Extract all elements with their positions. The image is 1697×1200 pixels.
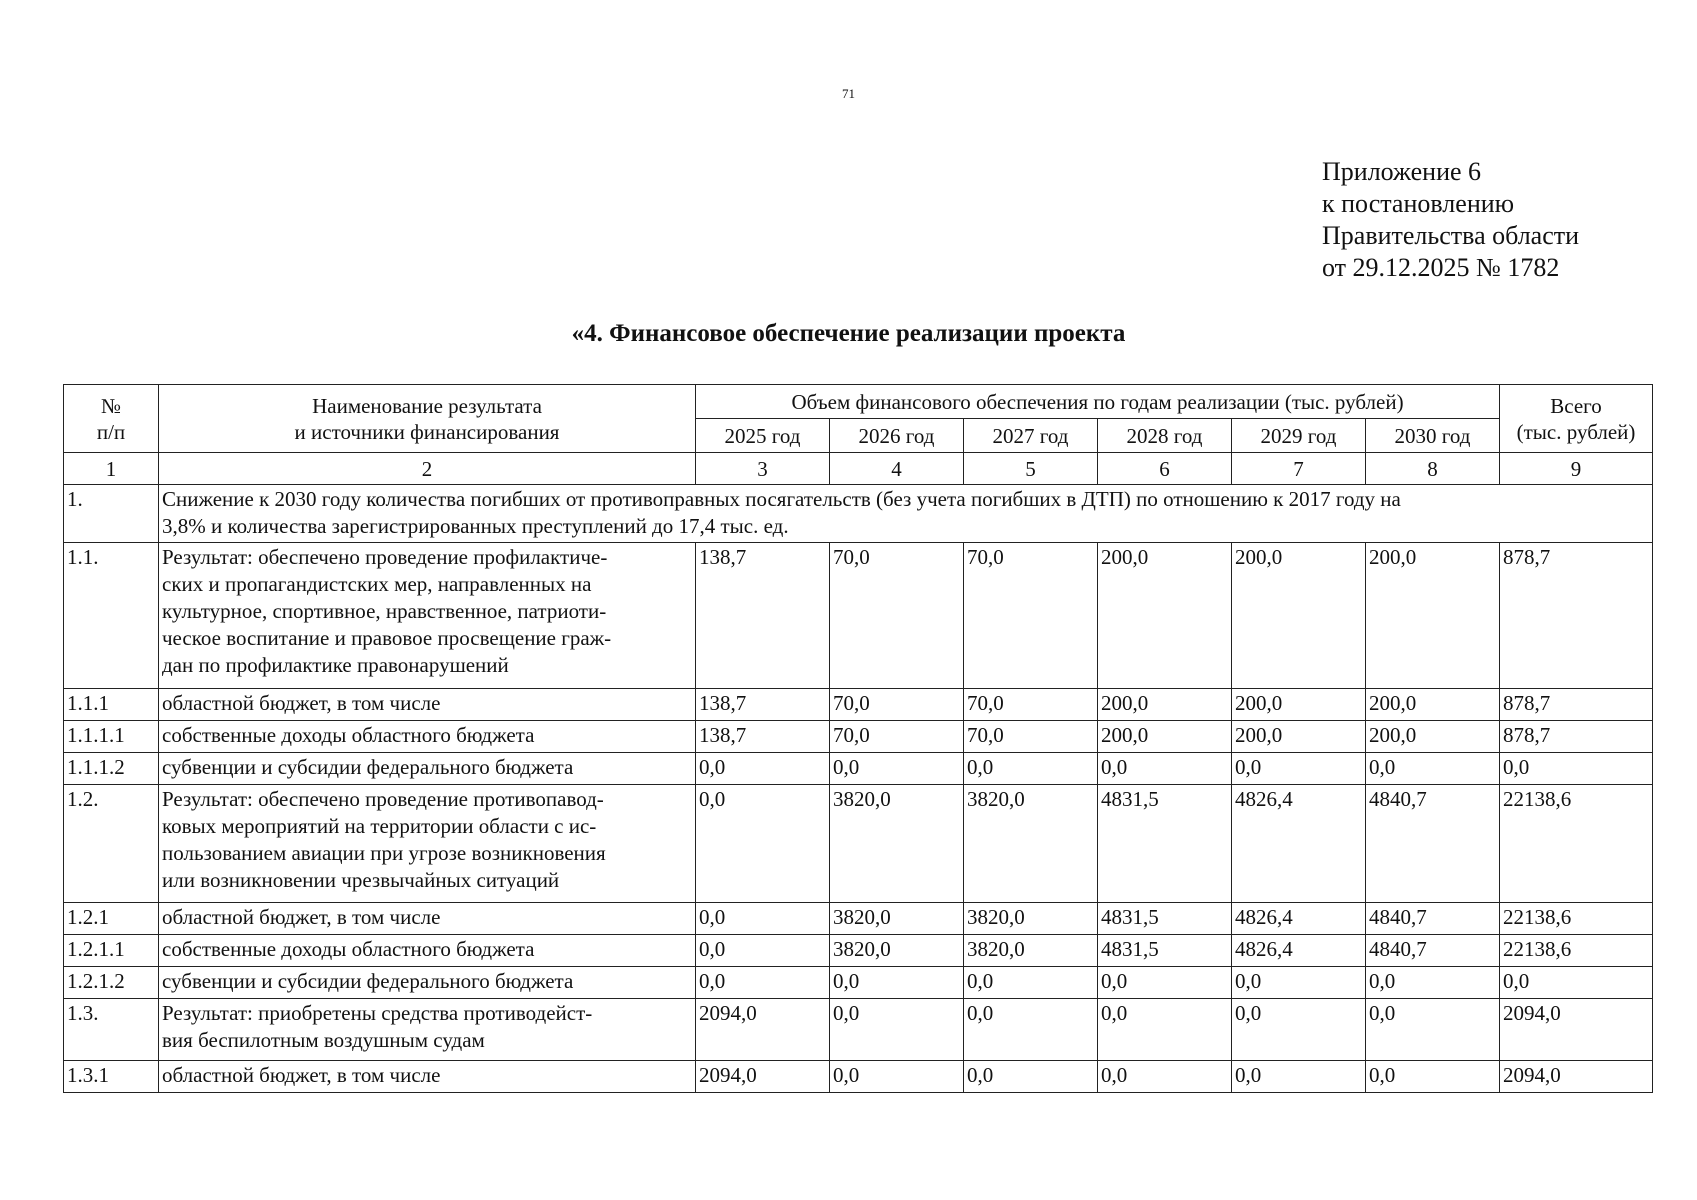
row-value: 3820,0 [830,785,964,903]
row-num: 1.3.1 [64,1061,159,1093]
row-value: 138,7 [696,543,830,689]
appendix-line: от 29.12.2025 № 1782 [1322,253,1560,282]
row-value: 0,0 [964,967,1098,999]
row-value: 70,0 [830,689,964,721]
row-value: 0,0 [696,785,830,903]
row-value: 0,0 [1098,753,1232,785]
row-value: 4840,7 [1366,903,1500,935]
row-name-line: субвенции и субсидии федерального бюджета [162,755,574,779]
header-year: 2029 год [1232,419,1366,453]
row-value: 0,0 [696,903,830,935]
row-num: 1.2.1.1 [64,935,159,967]
row-name-line: Результат: обеспечено проведение профилактиче- [162,545,608,569]
column-index: 7 [1232,453,1366,485]
row-name-line: культурное, спортивное, нравственное, патриоти- [162,599,607,623]
row-name-line: ческое воспитание и правовое просвещение граж- [162,626,612,650]
row-name [159,1061,696,1093]
row-value: 0,0 [1232,1061,1366,1093]
row-value: 200,0 [1232,689,1366,721]
row-total: 2094,0 [1500,1061,1653,1093]
row-name-line: собственные доходы областного бюджета [162,723,535,747]
row-value: 0,0 [964,999,1098,1061]
header-num [64,385,159,453]
row-value: 3820,0 [964,903,1098,935]
row-value: 4826,4 [1232,903,1366,935]
page-number: 71 [842,86,855,101]
row-value: 70,0 [964,543,1098,689]
row-value: 0,0 [1232,753,1366,785]
row-value: 200,0 [1232,543,1366,689]
row-value: 0,0 [830,753,964,785]
row-num: 1.1. [64,543,159,689]
header-name-line: и источники финансирования [294,420,560,444]
row-value: 0,0 [830,1061,964,1093]
header-year: 2027 год [964,419,1098,453]
row-value: 0,0 [696,967,830,999]
table-row [64,721,1653,753]
row-value: 4831,5 [1098,935,1232,967]
column-index: 9 [1500,453,1653,485]
row-num: 1.1.1.2 [64,753,159,785]
column-index: 8 [1366,453,1500,485]
row-name [159,903,696,935]
row-total: 878,7 [1500,689,1653,721]
header-total-line: (тыс. рублей) [1516,420,1636,444]
header-year: 2026 год [830,419,964,453]
header-year: 2030 год [1366,419,1500,453]
row-total: 878,7 [1500,721,1653,753]
column-index: 1 [64,453,159,485]
row-name-line: областной бюджет, в том числе [162,905,441,929]
appendix-line: Приложение 6 [1322,157,1482,186]
row-value: 0,0 [1366,999,1500,1061]
row-value: 3820,0 [964,785,1098,903]
row-value: 4826,4 [1232,785,1366,903]
header-total-line: Всего [1550,394,1602,418]
header-year: 2028 год [1098,419,1232,453]
row-name-line: ских и пропагандистских мер, направленных на [162,572,592,596]
row-value: 4831,5 [1098,785,1232,903]
row-name-line: Результат: обеспечено проведение противопавод- [162,787,604,811]
result-row [64,543,1653,689]
row-name-line: собственные доходы областного бюджета [162,937,535,961]
row-value: 2094,0 [696,999,830,1061]
row-total: 22138,6 [1500,935,1653,967]
row-name-line: или возникновении чрезвычайных ситуаций [162,868,560,892]
section-text [159,485,1653,543]
row-name-line: вия беспилотным воздушным судам [162,1028,485,1052]
row-value: 200,0 [1366,543,1500,689]
row-value: 0,0 [1098,967,1232,999]
row-name [159,935,696,967]
row-value: 0,0 [1098,999,1232,1061]
row-value: 200,0 [1366,689,1500,721]
row-num: 1.3. [64,999,159,1061]
row-num: 1.2.1 [64,903,159,935]
table-row [64,967,1653,999]
header-name [159,385,696,453]
appendix-block [1322,156,1579,284]
row-value: 2094,0 [696,1061,830,1093]
column-index: 3 [696,453,830,485]
column-index: 4 [830,453,964,485]
row-name [159,543,696,689]
row-total: 0,0 [1500,753,1653,785]
row-name-line: Результат: приобретены средства противодейст- [162,1001,593,1025]
row-value: 200,0 [1098,721,1232,753]
table-row [64,903,1653,935]
row-value: 200,0 [1098,543,1232,689]
table-row [64,689,1653,721]
row-total: 22138,6 [1500,903,1653,935]
header-num-line: п/п [96,420,126,444]
result-row [64,999,1653,1061]
row-total: 0,0 [1500,967,1653,999]
row-value: 200,0 [1232,721,1366,753]
row-value: 70,0 [830,721,964,753]
row-value: 0,0 [1366,1061,1500,1093]
row-total: 878,7 [1500,543,1653,689]
row-value: 70,0 [964,689,1098,721]
row-name [159,999,696,1061]
row-value: 200,0 [1098,689,1232,721]
row-value: 0,0 [1366,967,1500,999]
row-name [159,689,696,721]
row-value: 3820,0 [830,903,964,935]
header-name-line: Наименование результата [312,394,542,418]
row-name [159,753,696,785]
row-name [159,721,696,753]
row-value: 4831,5 [1098,903,1232,935]
row-value: 200,0 [1366,721,1500,753]
row-value: 138,7 [696,721,830,753]
row-value: 0,0 [830,967,964,999]
row-total: 2094,0 [1500,999,1653,1061]
row-value: 70,0 [964,721,1098,753]
row-name-line: ковых мероприятий на территории области с ис- [162,814,597,838]
row-value: 0,0 [964,1061,1098,1093]
header-volume: Объем финансового обеспечения по годам реализации (тыс. рублей) [696,385,1500,419]
section-text-line: Снижение к 2030 году количества погибших от противоправных посягательств (без учета погибших в ДТП) по отношению к 2017 году на [162,487,1401,511]
table-row [64,935,1653,967]
row-num: 1.1.1.1 [64,721,159,753]
row-value: 0,0 [964,753,1098,785]
row-name-line: областной бюджет, в том числе [162,691,441,715]
row-name [159,967,696,999]
row-value: 3820,0 [830,935,964,967]
row-value: 0,0 [696,935,830,967]
row-num: 1.1.1 [64,689,159,721]
header-num-line: № [100,394,122,418]
row-value: 4826,4 [1232,935,1366,967]
row-value: 138,7 [696,689,830,721]
row-value: 3820,0 [964,935,1098,967]
section-row [64,485,1653,543]
financing-table [63,384,1653,1093]
column-index: 5 [964,453,1098,485]
section-text-line: 3,8% и количества зарегистрированных преступлений до 17,4 тыс. ед. [162,514,789,538]
row-name-line: дан по профилактике правонарушений [162,653,509,677]
row-name-line: субвенции и субсидии федерального бюджета [162,969,574,993]
header-total [1500,385,1653,453]
column-index: 2 [159,453,696,485]
row-value: 0,0 [1098,1061,1232,1093]
row-name [159,785,696,903]
result-row [64,785,1653,903]
row-name-line: областной бюджет, в том числе [162,1063,441,1087]
row-value: 70,0 [830,543,964,689]
table-row [64,1061,1653,1093]
row-value: 0,0 [696,753,830,785]
row-value: 0,0 [1232,999,1366,1061]
header-year: 2025 год [696,419,830,453]
row-value: 0,0 [1232,967,1366,999]
column-index-row [64,453,1653,485]
row-value: 4840,7 [1366,935,1500,967]
row-value: 4840,7 [1366,785,1500,903]
appendix-line: к постановлению [1322,189,1515,218]
section-num: 1. [64,485,159,543]
row-value: 0,0 [830,999,964,1061]
document-title: «4. Финансовое обеспечение реализации проекта [571,320,1126,347]
row-name-line: пользованием авиации при угрозе возникновения [162,841,606,865]
column-index: 6 [1098,453,1232,485]
row-num: 1.2.1.2 [64,967,159,999]
table-row [64,753,1653,785]
appendix-line: Правительства области [1322,221,1580,250]
row-num: 1.2. [64,785,159,903]
row-value: 0,0 [1366,753,1500,785]
row-total: 22138,6 [1500,785,1653,903]
